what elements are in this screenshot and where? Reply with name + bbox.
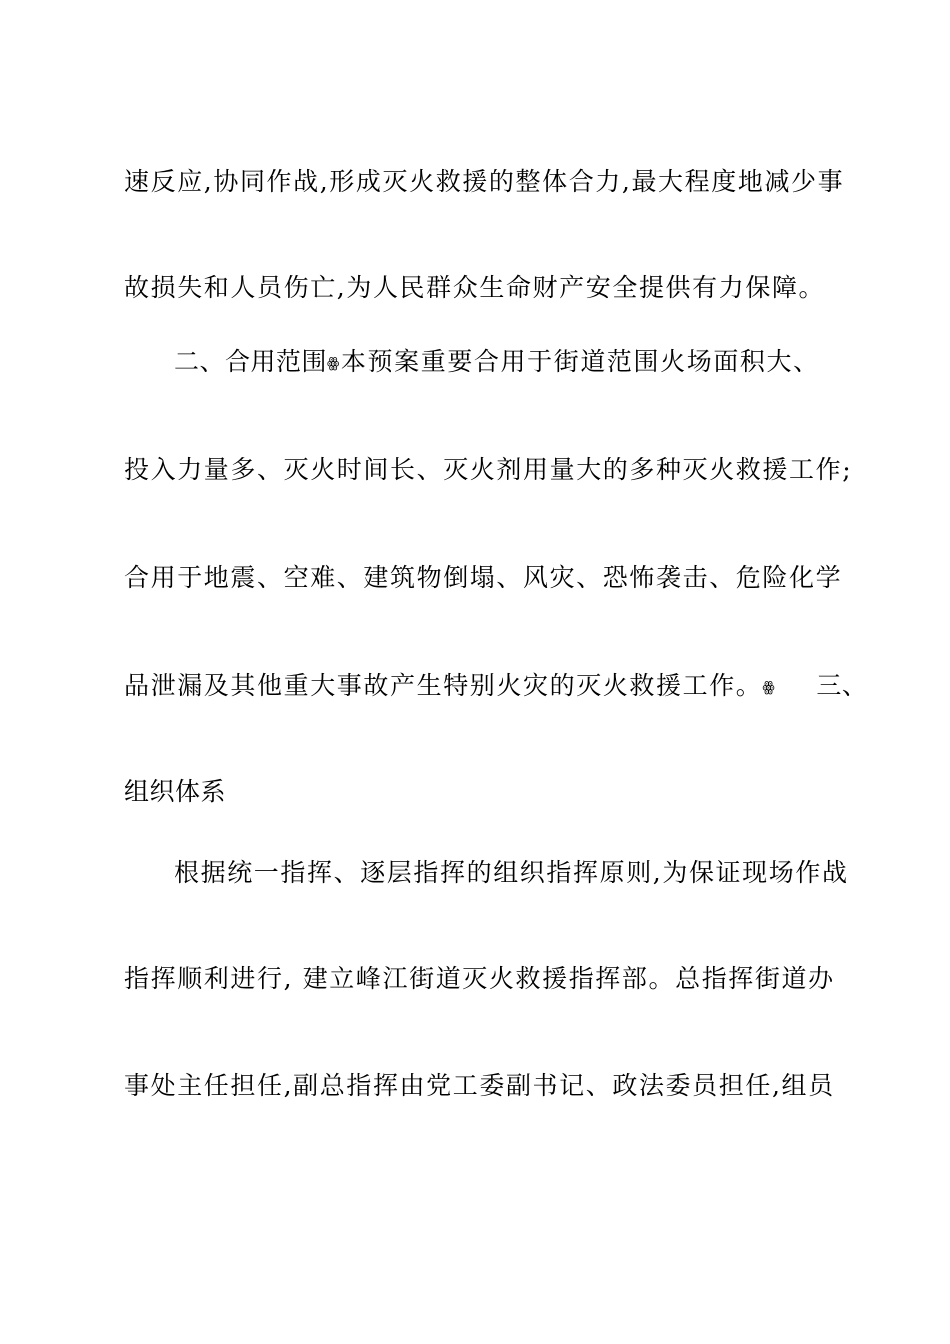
paragraph-line-1: 速反应,协同作战,形成灭火救援的整体合力,最大程度地减少事 — [124, 167, 845, 196]
paragraph-line-4: 投入力量多、灭火时间长、灭火剂用量大的多种灭火救援工作; — [124, 455, 853, 484]
paragraph-line-2: 故损失和人员伤亡,为人民群众生命财产安全提供有力保障。 — [124, 273, 826, 302]
section-two-heading: 二、合用范围 — [174, 347, 328, 376]
paragraph-line-6-text: 品泄漏及其他重大事故产生特别火灾的灭火救援工作。 — [124, 671, 763, 700]
paragraph-line-5: 合用于地震、空难、建筑物倒塌、风灾、恐怖袭击、危险化学 — [124, 563, 843, 592]
section-two-text: 本预案重要合用于街道范围火场面积大、 — [340, 347, 820, 376]
section-three-heading-end: 组织体系 — [124, 777, 227, 806]
paragraph-line-9: 指挥顺利进行, 建立峰江街道灭火救援指挥部。总指挥街道办 — [124, 964, 835, 993]
paragraph-line-6 — [124, 670, 867, 704]
paragraph-line-10: 事处主任担任,副总指挥由党工委副书记、政法委员担任,组员 — [124, 1071, 835, 1100]
section-two-line — [174, 346, 820, 380]
paragraph-mark-icon: ꙮ — [327, 355, 341, 372]
section-three-heading-start: 三、 — [816, 671, 868, 700]
paragraph-mark-icon: ꙮ — [762, 679, 777, 696]
paragraph-line-8: 根据统一指挥、逐层指挥的组织指挥原则,为保证现场作战 — [174, 858, 849, 887]
